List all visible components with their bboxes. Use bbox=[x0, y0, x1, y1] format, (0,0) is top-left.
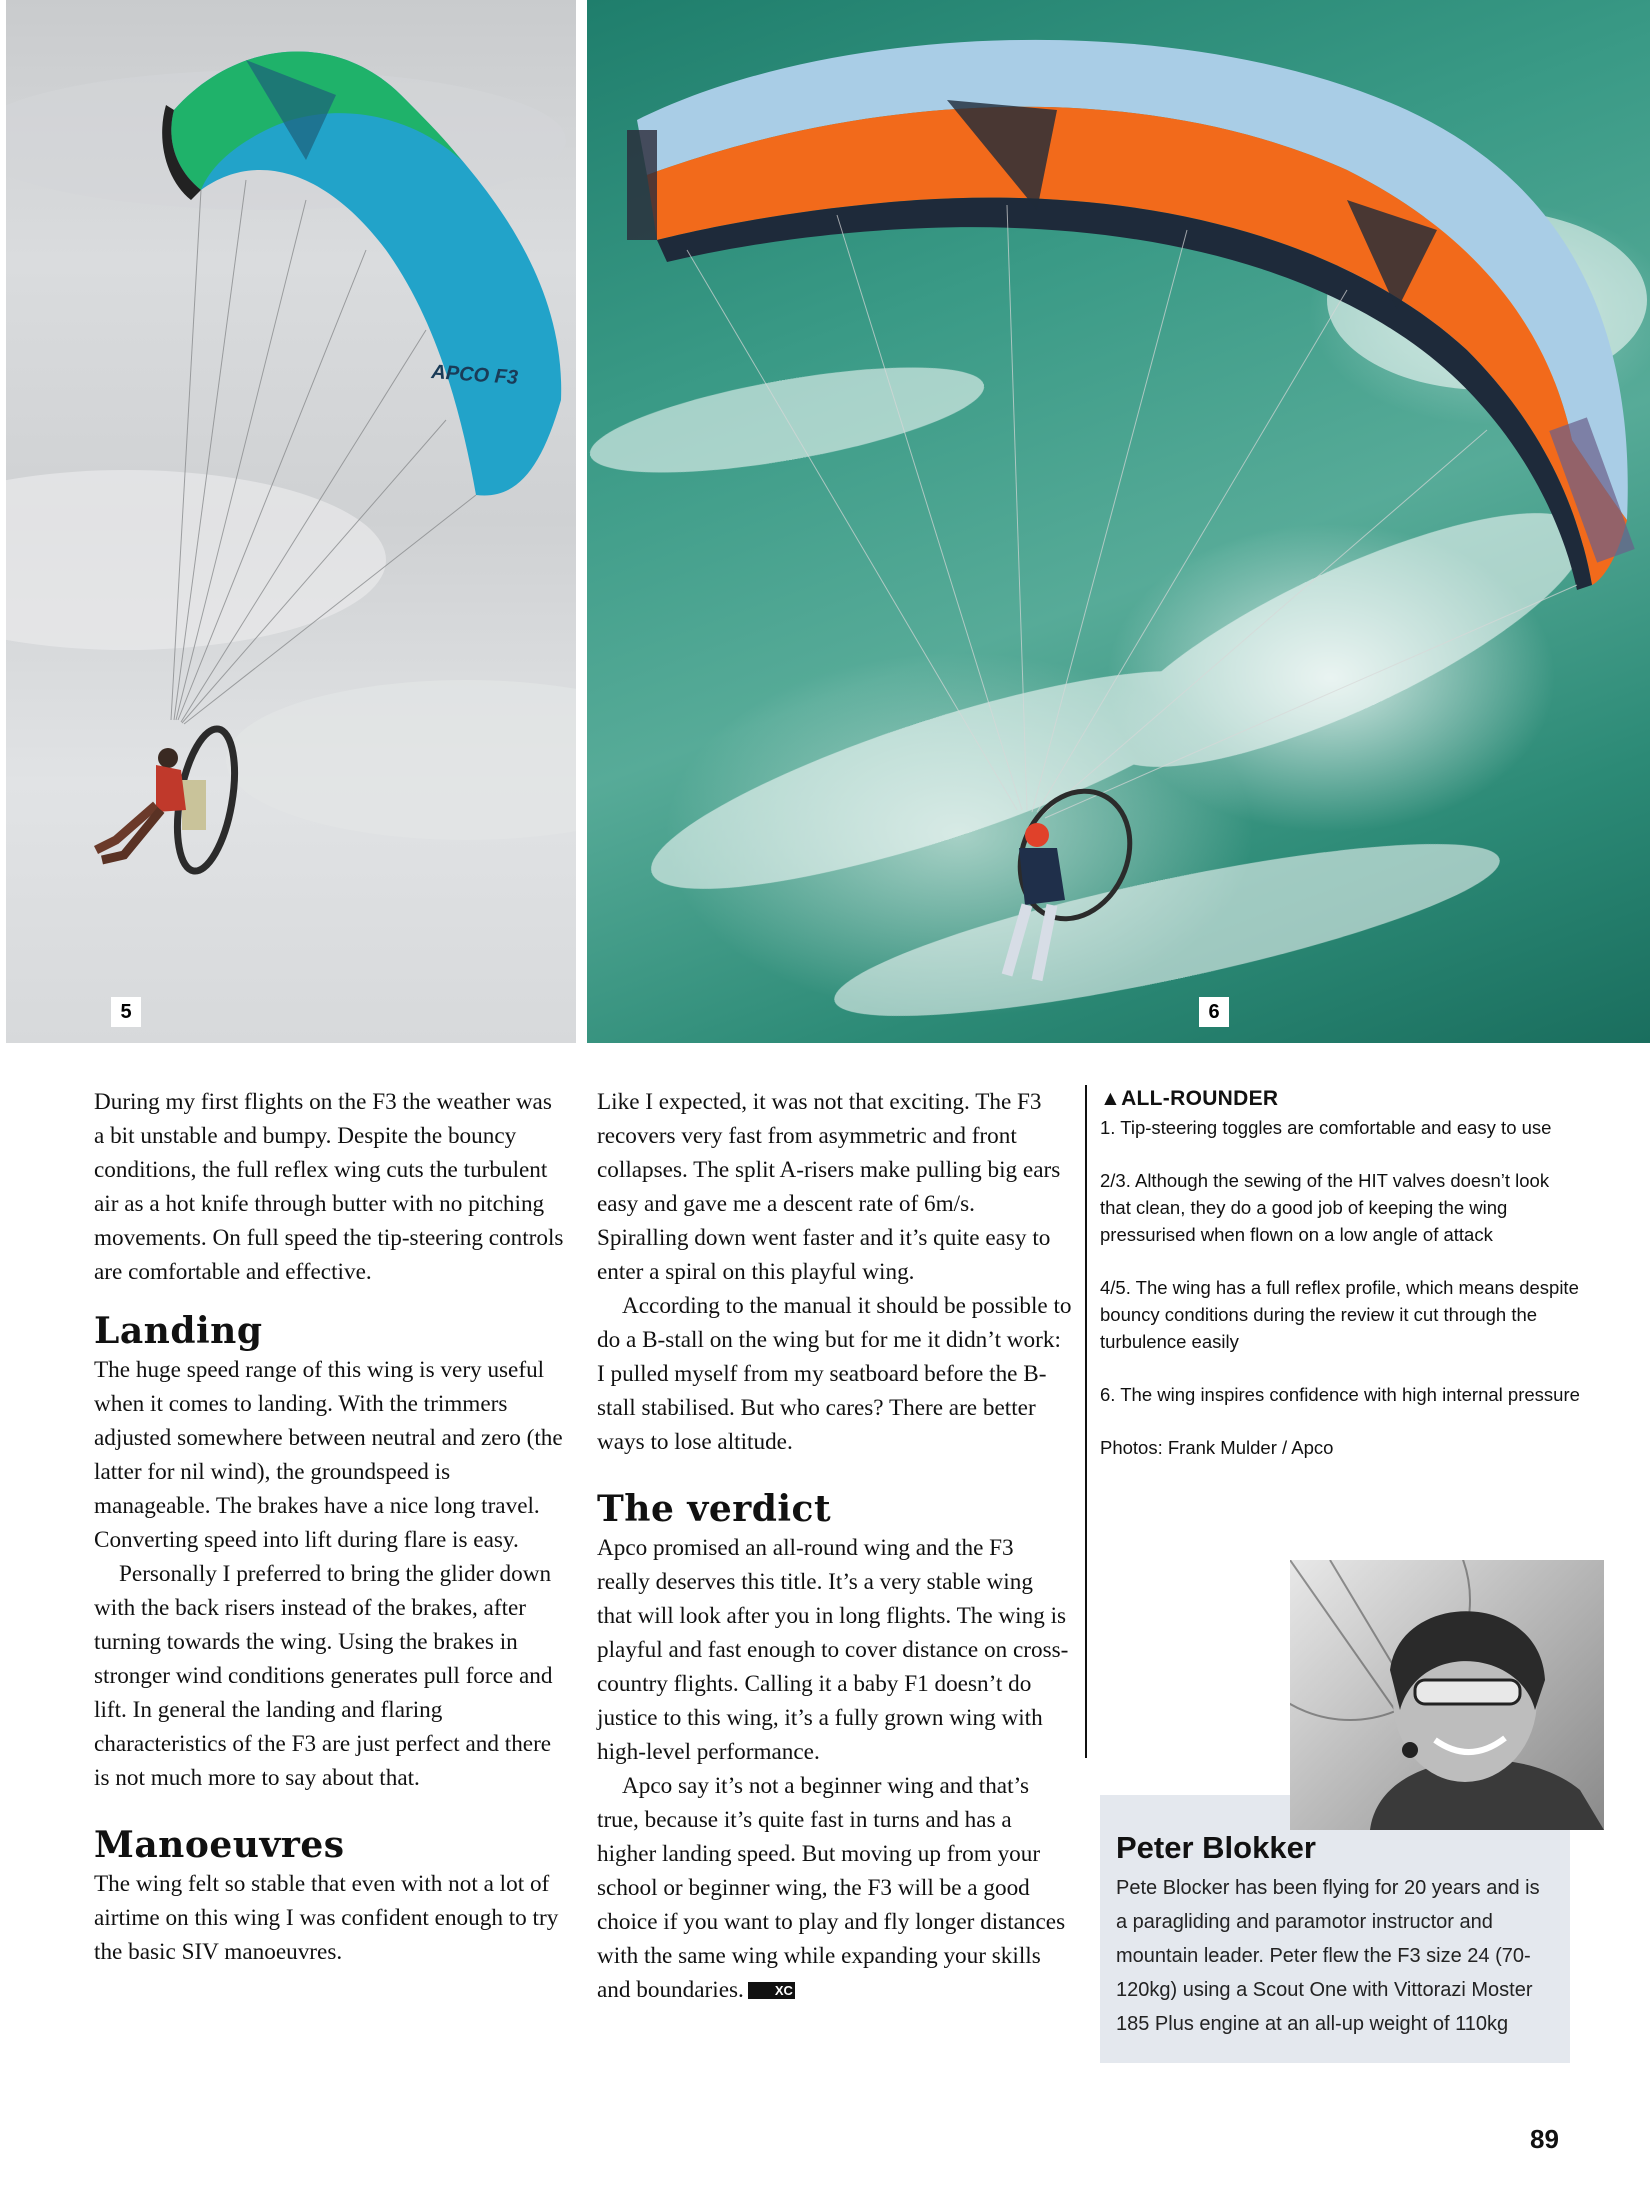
manoeuvres-paragraph-1: The wing felt so stable that even with not a lot of airtime on this wing I was confident enough to try the basic SIV manoeuvres. bbox=[94, 1871, 559, 1965]
landing-paragraph-1: The huge speed range of this wing is very useful when it comes to landing. With the trimmers adjusted somewhere between neutral and zero (the latter for nil wind), the groundspeed is manageable. The brakes have a nice long travel. Converting speed into lift during flare is easy. bbox=[94, 1357, 563, 1553]
manoeuvres-heading: Manoeuvres bbox=[94, 1824, 345, 1866]
landing-heading: Landing bbox=[94, 1310, 263, 1352]
verdict-paragraph-1: Apco promised an all-round wing and the F3 really deserves this title. It’s a very stable wing that will look after you in long flights. The wing is playful and fast enough to cover distance on cross-country flights. Calling it a baby F1 doesn’t do justice to this wing, it’s a fully grown wing with high-level performance. bbox=[597, 1535, 1069, 1765]
photo-captions bbox=[1100, 1085, 1580, 1487]
author-bio: Pete Blocker has been flying for 20 years and is a paragliding and paramotor instructor and mountain leader. Peter flew the F3 size 24 (70-120kg) using a Scout One with Vittorazi Moster 185 Plus engine at an all-up weight of 110kg bbox=[1116, 1877, 1540, 2035]
author-name: Peter Blokker bbox=[1116, 1830, 1316, 1865]
caption-item: 6. The wing inspires confidence with high internal pressure bbox=[1100, 1384, 1580, 1405]
caption-item: 2/3. Although the sewing of the HIT valves doesn’t look that clean, they do a good job of keeping the wing pressurised when flown on a low angle of attack bbox=[1100, 1170, 1550, 1245]
bstall-paragraph: According to the manual it should be possible to do a B-stall on the wing but for me it didn’t work: I pulled myself from my seatboard before the B-stall stabilised. But who cares? There are better ways to lose altitude. bbox=[597, 1293, 1072, 1455]
intro-paragraph: During my first flights on the F3 the weather was a bit unstable and bumpy. Despite the bouncy conditions, the full reflex wing cuts the turbulent air as a hot knife through butter with no pitching movements. On full speed the tip-steering controls are comfortable and effective. bbox=[94, 1089, 564, 1285]
landing-paragraph-2: Personally I preferred to bring the glider down with the back risers instead of the brakes, after turning towards the wing. Using the brakes in stronger wind conditions generates pull force and lift. In general the landing and flaring characteristics of the F3 are just perfect and there is not much more to say about that. bbox=[94, 1561, 553, 1791]
verdict-paragraph-2 bbox=[597, 1769, 1072, 2007]
article-column-1 bbox=[94, 1085, 564, 1969]
photo-paramotor-green-wing bbox=[6, 0, 576, 1043]
siv-paragraph: Like I expected, it was not that exciting. The F3 recovers very fast from asymmetric and front collapses. The split A-risers make pulling big ears easy and gave me a descent rate of 6m/s. Spiralling down went faster and it’s quite easy to enter a spiral on this playful wing. bbox=[597, 1089, 1061, 1285]
author-portrait-illustration bbox=[1290, 1560, 1604, 1830]
caption-title: ▲ALL-ROUNDER bbox=[1100, 1087, 1279, 1110]
photo-number-6: 6 bbox=[1199, 997, 1229, 1027]
xc-end-mark-icon: XC bbox=[748, 1982, 795, 1999]
verdict-heading: The verdict bbox=[597, 1488, 832, 1530]
author-portrait-photo bbox=[1290, 1560, 1604, 1830]
caption-divider bbox=[1085, 1085, 1087, 1758]
verdict-paragraph-2-text: Apco say it’s not a beginner wing and that’s true, because it’s quite fast in turns and has a higher landing speed. But moving up from your school or beginner wing, the F3 will be a good choice if you want to play and fly longer distances with the same wing while expanding your skills and boundaries. bbox=[597, 1773, 1066, 2003]
article-column-2 bbox=[597, 1085, 1072, 2007]
paramotor-orange-wing-illustration bbox=[587, 0, 1650, 1043]
caption-item: 1. Tip-steering toggles are comfortable and easy to use bbox=[1100, 1117, 1552, 1138]
photo-number-5: 5 bbox=[111, 997, 141, 1027]
page-number: 89 bbox=[1530, 2124, 1559, 2154]
caption-item: 4/5. The wing has a full reflex profile, which means despite bouncy conditions during the review it cut through the turbulence easily bbox=[1100, 1277, 1579, 1352]
wing-logo-text: APCO F3 bbox=[430, 361, 519, 390]
photo-paramotor-orange-wing-sea bbox=[587, 0, 1650, 1043]
paramotor-green-wing-illustration bbox=[6, 0, 576, 1043]
photo-credit: Photos: Frank Mulder / Apco bbox=[1100, 1437, 1334, 1458]
